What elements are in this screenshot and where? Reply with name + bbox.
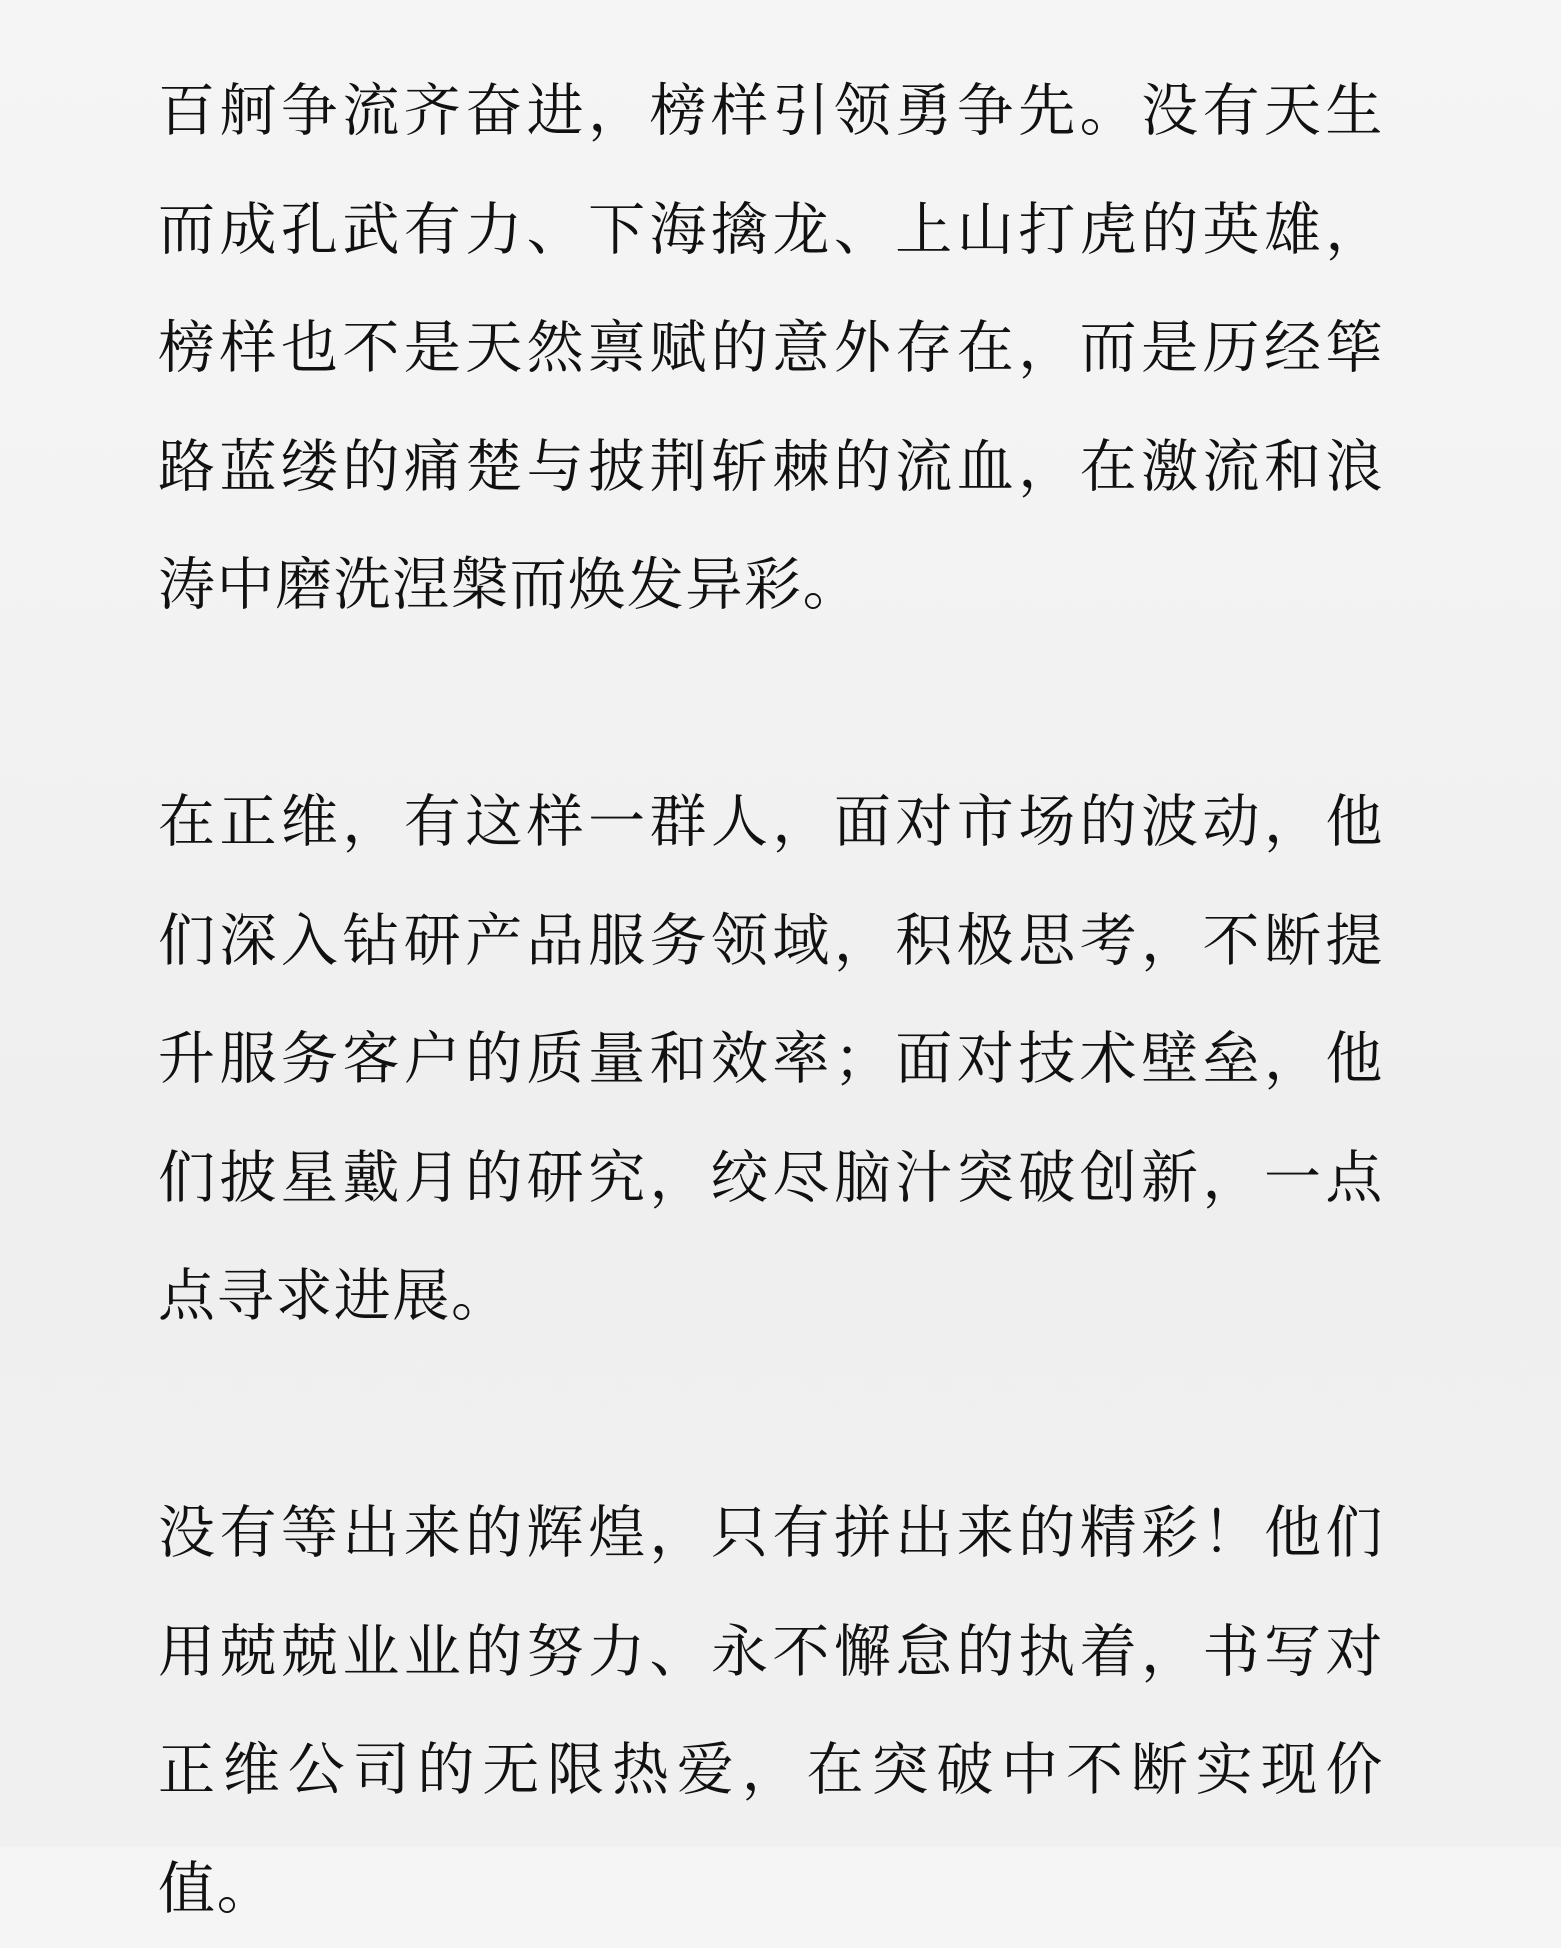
paragraph-1: 百舸争流齐奋进，榜样引领勇争先。没有天生而成孔武有力、下海擒龙、上山打虎的英雄，榜样也不是天然禀赋的意外存在，而是历经筚路蓝缕的痛楚与披荆斩棘的流血，在激流和浪涛中磨洗涅槃而焕发异彩。 bbox=[158, 78, 1384, 619]
paragraph-3: 没有等出来的辉煌，只有拼出来的精彩！他们用兢兢业业的努力、永不懈怠的执着，书写对正维公司的无限热爱，在突破中不断实现价值。 bbox=[158, 1499, 1384, 1922]
paragraph-2: 在正维，有这样一群人，面对市场的波动，他们深入钻研产品服务领域，积极思考，不断提升服务客户的质量和效率；面对技术壁垒，他们披星戴月的研究，绞尽脑汁突破创新，一点点寻求进展。 bbox=[158, 788, 1384, 1330]
